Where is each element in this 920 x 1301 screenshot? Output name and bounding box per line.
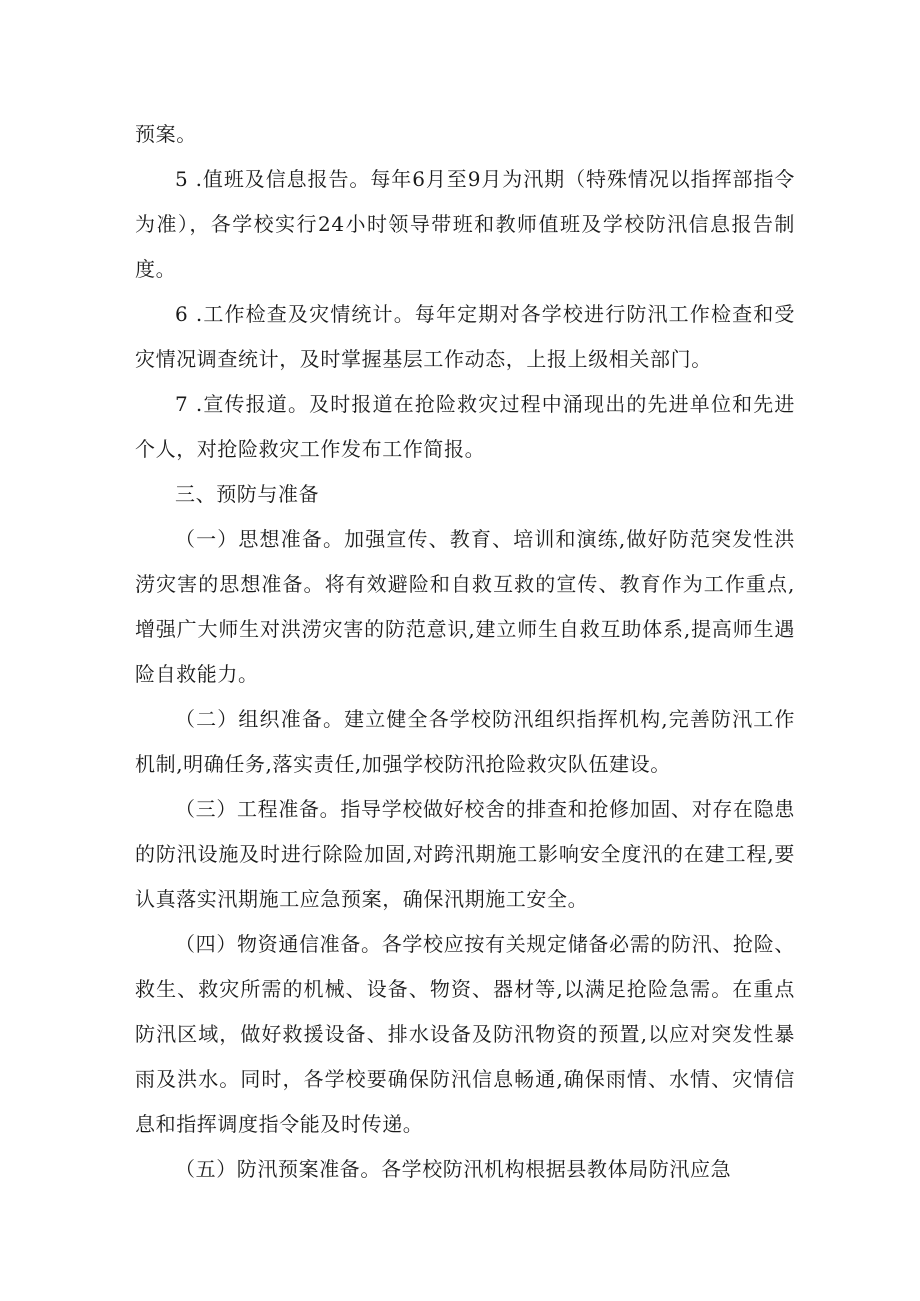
section-heading-prevention: 三、预防与准备 (175, 482, 320, 506)
paragraph-engineering-preparation: （三）工程准备。指导学校做好校舍的排查和抢修加固、对存在隐患的防汛设施及时进行除险加固,对跨汛期施工影响安全度汛的在建工程,要认真落实汛期施工应急预案，确保汛期施工安全。 (135, 797, 795, 911)
paragraph-organizational-preparation: （二）组织准备。建立健全各学校防汛组织指挥机构,完善防汛工作机制,明确任务,落实责任,加强学校防汛抢险救灾队伍建设。 (135, 707, 795, 776)
paragraph-item-5-duty-reporting: 5 .值班及信息报告。每年6月至9月为汛期（特殊情况以指挥部指令为准），各学校实行24小时领导带班和教师值班及学校防汛信息报告制度。 (135, 167, 795, 281)
paragraph-flood-plan-preparation: （五）防汛预案准备。各学校防汛机构根据县教体局防汛应急 (175, 1157, 732, 1181)
paragraph-item-7-publicity: 7 .宣传报道。及时报道在抢险救灾过程中涌现出的先进单位和先进个人，对抢险救灾工作发布工作简报。 (135, 392, 795, 461)
document-body (135, 112, 795, 1192)
paragraph-ideological-preparation: （一）思想准备。加强宣传、教育、培训和演练,做好防范突发性洪涝灾害的思想准备。将有效避险和自救互救的宣传、教育作为工作重点,增强广大师生对洪涝灾害的防范意识,建立师生自救互助体系,提高师生遇险自救能力。 (135, 527, 795, 686)
paragraph-materials-communication-preparation: （四）物资通信准备。各学校应按有关规定储备必需的防汛、抢险、救生、救灾所需的机械、设备、物资、器材等,以满足抢险急需。在重点防汛区域，做好救援设备、排水设备及防汛物资的预置,以应对突发性暴雨及洪水。同时，各学校要确保防汛信息畅通,确保雨情、水情、灾情信息和指挥调度指令能及时传递。 (135, 932, 795, 1136)
paragraph-continuation: 预案。 (135, 122, 197, 146)
paragraph-item-6-inspection-statistics: 6 .工作检查及灾情统计。每年定期对各学校进行防汛工作检查和受灾情况调查统计，及时掌握基层工作动态，上报上级相关部门。 (135, 302, 795, 371)
